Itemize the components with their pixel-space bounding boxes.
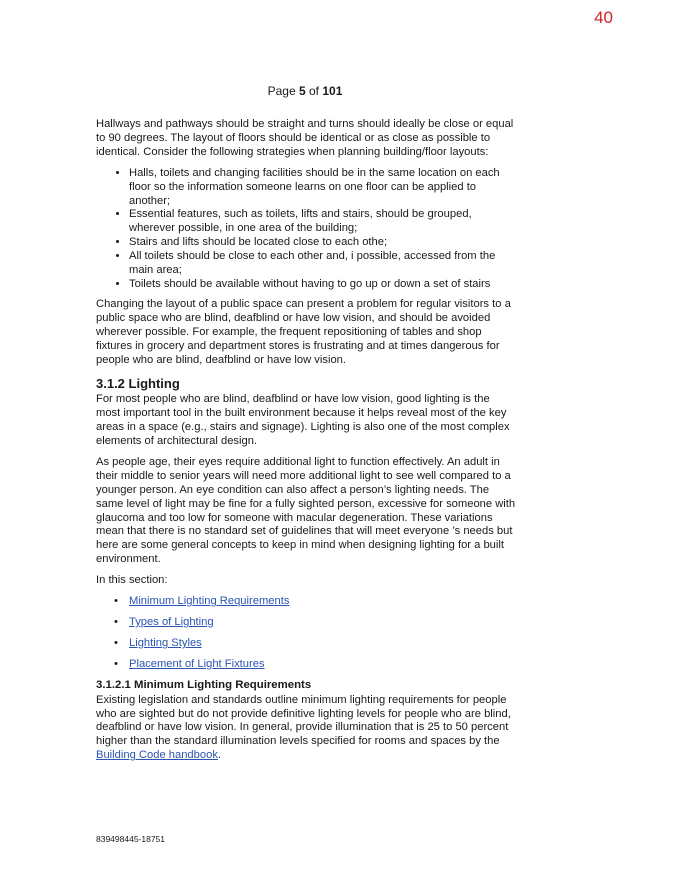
min-text: Existing legislation and standards outline minimum lighting requirements for people who are sighted but do not provide definitive lighting levels for people who are blind, deafblind or have low vision. In general, provide illumination that is 25 to 50 percent higher than the standard illumination levels specified for rooms and spaces by the — [96, 693, 511, 748]
list-item: • Essential features, such as toilets, lifts and stairs, should be grouped, wherever possible, in one area of the building; — [129, 208, 516, 236]
list-item — [114, 637, 516, 651]
list-item: • Toilets should be available without having to go up or down a set of stairs — [129, 278, 516, 292]
min-lighting-paragraph — [96, 694, 516, 764]
link-types-of-lighting[interactable]: Types of Lighting — [129, 616, 214, 628]
corner-page-number: 40 — [594, 8, 613, 27]
page-label: Page — [267, 84, 296, 98]
list-item — [114, 595, 516, 609]
page-total: 101 — [322, 84, 343, 98]
min-text-end: . — [217, 749, 222, 762]
document-body — [96, 118, 516, 770]
list-item: • All toilets should be close to each other and, i possible, accessed from the main area; — [129, 250, 516, 278]
list-item — [114, 658, 516, 672]
lighting-heading: 3.1.2 Lighting — [96, 376, 180, 392]
strategy-list — [96, 167, 516, 292]
list-item: • Stairs and lifts should be located close to each othe; — [129, 236, 516, 250]
list-item: • Halls, toilets and changing facilities should be in the same location on each floor so the information someone learns on one floor can be applied to another; — [129, 167, 516, 209]
lighting-paragraph-2: As people age, their eyes require additional light to function effectively. An adult in their middle to senior years will need more additional light to see well compared to a younger person. An eye condition can also affect a person’s lighting needs. The same level of light may be fine for a fully sighted person, excessive for someone with glaucoma and too low for someone with macular degeneration. These variations mean that there is no standard set of guidelines that will meet everyone ’s needs but here are some general concepts to keep in mind when designing lighting for a built environment. — [96, 455, 516, 566]
lighting-paragraph-1: For most people who are blind, deafblind or have low vision, good lighting is the most important tool in the built environment because it helps reveal most of the key areas in a space (e.g., stairs and signage). Lighting is also one of the most complex elements of architectural design. — [96, 393, 510, 448]
section-link-list — [96, 595, 516, 672]
link-building-code-handbook[interactable]: Building Code handbook — [96, 749, 218, 762]
page-of: of — [309, 84, 320, 98]
min-lighting-heading: 3.1.2.1 Minimum Lighting Requirements — [96, 678, 312, 691]
in-section-label: In this section: — [96, 574, 168, 587]
page-indicator — [0, 84, 610, 98]
intro-paragraph: Hallways and pathways should be straight and turns should ideally be close or equal to 90 degrees. The layout of floors should be identical or as close as possible to identical. Consider the following strategies when planning building/floor layouts: — [96, 118, 514, 158]
page-current: 5 — [298, 84, 306, 98]
list-item — [114, 616, 516, 630]
link-minimum-lighting[interactable]: Minimum Lighting Requirements — [129, 595, 290, 608]
link-lighting-styles[interactable]: Lighting Styles — [129, 636, 202, 649]
document-id: 839498445-18751 — [96, 834, 166, 844]
layout-paragraph: Changing the layout of a public space can present a problem for regular visitors to a public space who are blind, deafblind or have low vision, and should be avoided wherever possible. For example, the frequent repositioning of tables and shop fixtures in grocery and department stores is frustrating and at times dangerous for people who are blind, deafblind or have low vision. — [96, 297, 511, 366]
link-placement-of-fixtures[interactable]: Placement of Light Fixtures — [129, 657, 265, 670]
